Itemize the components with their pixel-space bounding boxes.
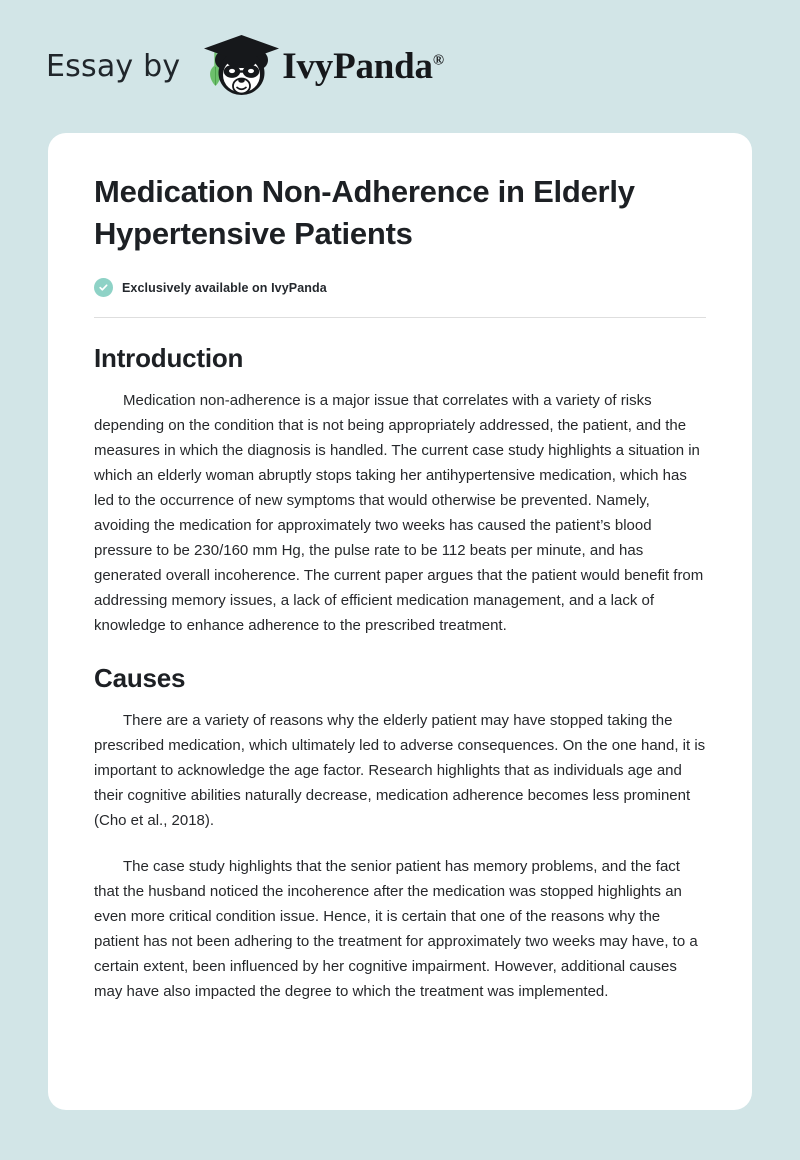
header-divider (94, 317, 706, 318)
brand-wordmark (282, 48, 444, 85)
status-badge-label: Exclusively available on IvyPanda (122, 280, 327, 295)
registered-trademark-symbol: ® (432, 52, 445, 69)
page-title: Medication Non-Adherence in Elderly Hypertensive Patients (94, 174, 635, 251)
status-badge (94, 278, 706, 297)
essay-by-label: Essay by (46, 48, 181, 84)
ivypanda-panda-graduate-logo (198, 31, 284, 103)
section-heading-causes: Causes (94, 663, 186, 694)
section-paragraph: Medication non-adherence is a major issue that correlates with a variety of risks depending on the condition that is not being appropriately addressed, the patient, and the measures in which the diagnosis is handled. The current case study highlights a situation in which an elderly woman abruptly stops taking her antihypertensive medication, which has led to the occurrence of new symptoms that would otherwise be prevented. Namely, avoiding the medication for approximately two weeks has caused the patient’s blood pressure to be 230/160 mm Hg, the pulse rate to be 112 beats per minute, and has generated overall incoherence. The current paper argues that the patient would benefit from addressing memory issues, a lack of efficient medication management, and a lack of knowledge to enhance adherence to the prescribed treatment. (94, 392, 704, 635)
brand-name-text: IvyPanda (282, 46, 433, 87)
check-circle-icon (94, 278, 113, 297)
section-heading-introduction: Introduction (94, 343, 244, 373)
section-paragraph: There are a variety of reasons why the elderly patient may have stopped taking the prescribed medication, which ultimately led to adverse consequences. On the one hand, it is important to acknowledge the age factor. Research highlights that as individuals age and their cognitive abilities naturally decrease, medication adherence becomes less prominent (Cho et al., 2018). (94, 712, 706, 830)
section-paragraph: The case study highlights that the senior patient has memory problems, and the fact that the husband noticed the incoherence after the medication was stopped highlights an even more critical condition issue. Hence, it is certain that one of the reasons why the patient has not been adhering to the treatment for approximately two weeks may have, to a certain extent, been influenced by her cognitive impairment. However, additional causes may have also impacted the degree to which the treatment was implemented. (94, 858, 698, 1001)
essay-paper-card (48, 133, 752, 1110)
site-header (0, 0, 800, 133)
brand-lockup[interactable] (46, 31, 444, 103)
